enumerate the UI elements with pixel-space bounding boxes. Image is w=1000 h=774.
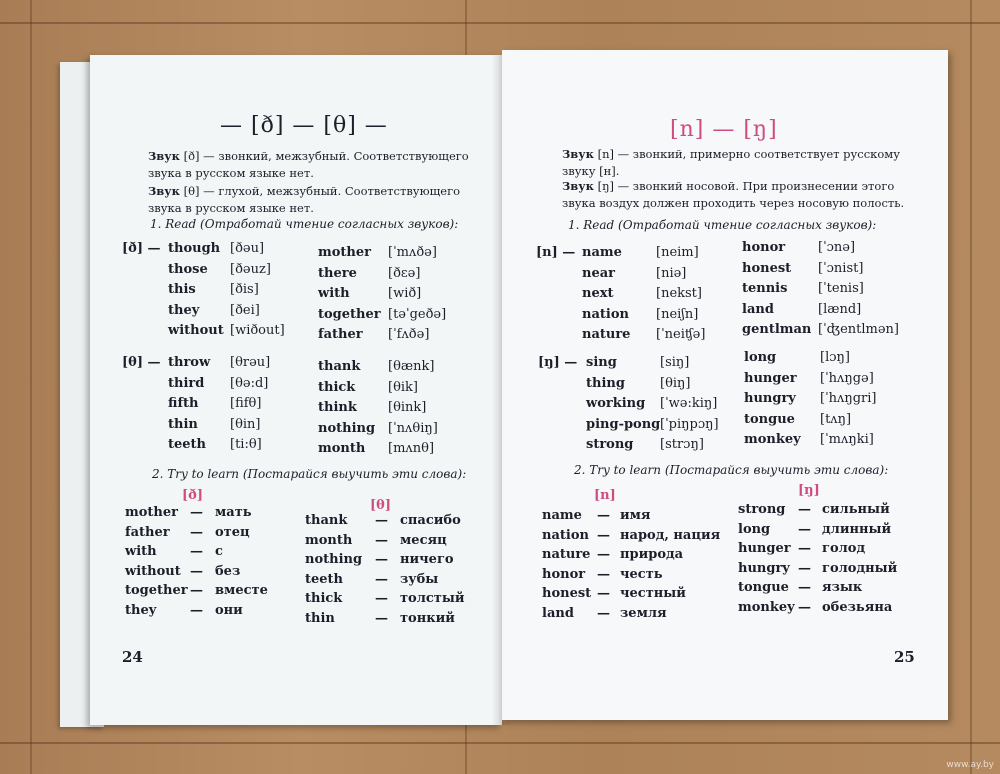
- english-word: though: [168, 241, 221, 256]
- vocab-header: [n]: [594, 488, 616, 503]
- english-word: sing: [586, 355, 617, 370]
- vocab-russian: зубы: [400, 571, 439, 587]
- transcription: [wið]: [388, 286, 422, 301]
- vocab-english: thick: [305, 591, 343, 606]
- vocab-english: teeth: [305, 571, 344, 587]
- transcription: [tʌŋ]: [820, 411, 852, 427]
- vocab-english: with: [125, 544, 157, 559]
- transcription: [wiðout]: [230, 323, 285, 338]
- vocab-english: name: [542, 508, 582, 523]
- transcription: [ˈmʌŋki]: [820, 432, 874, 447]
- vocab-english: strong: [738, 502, 786, 517]
- english-word: hunger: [744, 370, 797, 386]
- vocab-english: mother: [125, 505, 179, 520]
- english-word: near: [582, 265, 615, 281]
- vocab-english: hunger: [738, 541, 791, 556]
- english-word: thin: [168, 416, 198, 432]
- english-word: there: [318, 265, 357, 281]
- english-word: mother: [318, 245, 372, 260]
- exercise-title: 2. Try to learn (Постарайся выучить эти слова):: [574, 463, 889, 477]
- vocab-english: hungry: [738, 560, 790, 576]
- vocab-russian: длинный: [822, 521, 892, 537]
- dash-separator: —: [375, 610, 388, 626]
- page-heading: [n] — [ŋ]: [670, 117, 778, 142]
- wood-seam: [0, 22, 1000, 24]
- right-page: [502, 50, 948, 720]
- english-word: tongue: [744, 411, 795, 427]
- vocab-russian: спасибо: [400, 513, 461, 528]
- english-word: this: [168, 282, 196, 297]
- english-word: next: [582, 286, 614, 301]
- english-word: hungry: [744, 391, 796, 406]
- vocab-russian: ничего: [400, 552, 454, 567]
- transcription: [ðɛə]: [388, 265, 421, 281]
- vocab-russian: голод: [822, 541, 866, 556]
- english-word: throw: [168, 355, 211, 370]
- english-word: tennis: [742, 281, 788, 296]
- dash-separator: —: [190, 563, 203, 579]
- sound-label: [θ] —: [122, 355, 161, 370]
- transcription: [strɔŋ]: [660, 437, 704, 452]
- dash-separator: —: [798, 599, 811, 615]
- vocab-russian: с: [215, 544, 223, 559]
- english-word: ping-pong: [586, 416, 661, 432]
- transcription: [lɔŋ]: [820, 350, 850, 365]
- transcription: [ˈneiʧə]: [656, 327, 706, 342]
- transcription: [təˈgeðə]: [388, 306, 447, 322]
- transcription: [θə:d]: [230, 375, 269, 391]
- page-heading: — [ð] — [θ] —: [220, 113, 388, 138]
- vocab-russian: месяц: [400, 532, 447, 548]
- english-word: working: [586, 396, 646, 411]
- vocab-english: land: [542, 605, 574, 621]
- vocab-russian: народ, нация: [620, 527, 721, 543]
- exercise-title: 1. Read (Отработай чтение согласных звуков):: [568, 218, 877, 232]
- english-word: honor: [742, 240, 786, 255]
- english-word: strong: [586, 437, 634, 452]
- vocab-english: monkey: [738, 599, 795, 615]
- vocab-russian: имя: [620, 508, 651, 523]
- sound-label: [n] —: [536, 245, 576, 260]
- english-word: land: [742, 301, 774, 317]
- english-word: think: [318, 400, 357, 415]
- wood-seam: [0, 742, 1000, 744]
- english-word: nature: [582, 327, 631, 342]
- intro-paragraph: Звук [ð] — звонкий, межзубный. Соответствующего звука в русском языке нет.: [148, 149, 469, 180]
- transcription: [ˈɔnist]: [818, 260, 864, 276]
- dash-separator: —: [798, 502, 811, 517]
- vocab-header: [θ]: [370, 498, 391, 513]
- vocab-header: [ŋ]: [798, 483, 820, 498]
- transcription: [θin]: [230, 416, 261, 432]
- english-word: long: [744, 350, 777, 365]
- intro-paragraph: Звук [ŋ] — звонкий носовой. При произнесении этого звука воздух должен проходить через носовую полость.: [562, 179, 905, 210]
- dash-separator: —: [190, 583, 203, 598]
- dash-separator: —: [597, 566, 610, 582]
- dash-separator: —: [597, 527, 610, 543]
- sound-label: [ŋ] —: [538, 355, 578, 370]
- english-word: monkey: [744, 432, 801, 447]
- page-number: 25: [894, 648, 915, 666]
- vocab-english: long: [738, 521, 771, 537]
- vocab-russian: честный: [620, 586, 686, 601]
- vocab-english: they: [125, 602, 157, 618]
- transcription: [neim]: [656, 245, 699, 260]
- english-word: without: [168, 323, 224, 338]
- vocab-english: without: [125, 563, 181, 579]
- english-word: fifth: [168, 396, 199, 411]
- vocab-russian: мать: [215, 505, 252, 520]
- transcription: [fifθ]: [230, 396, 262, 411]
- vocab-russian: земля: [620, 605, 667, 621]
- vocab-english: together: [125, 583, 188, 598]
- transcription: [θink]: [388, 400, 427, 415]
- vocab-english: thank: [305, 513, 348, 528]
- vocab-russian: толстый: [400, 591, 465, 606]
- dash-separator: —: [798, 580, 811, 595]
- dash-separator: —: [190, 524, 203, 540]
- transcription: [ˈfʌðə]: [388, 327, 430, 342]
- english-word: teeth: [168, 437, 207, 452]
- wood-seam: [970, 0, 972, 774]
- page-number: 24: [122, 648, 143, 666]
- dash-separator: —: [798, 521, 811, 537]
- english-word: nation: [582, 306, 629, 322]
- english-word: together: [318, 306, 381, 322]
- english-word: honest: [742, 260, 792, 276]
- vocab-russian: сильный: [822, 502, 890, 517]
- transcription: [lænd]: [818, 301, 862, 317]
- dash-separator: —: [597, 547, 610, 562]
- transcription: [ti:θ]: [230, 437, 262, 452]
- transcription: [θik]: [388, 379, 419, 395]
- vocab-russian: без: [215, 563, 241, 579]
- vocab-english: honest: [542, 586, 592, 601]
- vocab-russian: природа: [620, 547, 684, 562]
- dash-separator: —: [375, 532, 388, 548]
- intro-paragraph: Звук [θ] — глухой, межзубный. Соответствующего звука в русском языке нет.: [148, 184, 461, 215]
- vocab-english: honor: [542, 566, 586, 582]
- dash-separator: —: [597, 605, 610, 621]
- english-word: those: [168, 261, 208, 277]
- vocab-english: father: [125, 524, 170, 540]
- transcription: [θænk]: [388, 359, 435, 374]
- dash-separator: —: [597, 508, 610, 523]
- exercise-title: 2. Try to learn (Постарайся выучить эти слова):: [152, 467, 467, 481]
- transcription: [ˈmʌðə]: [388, 245, 437, 260]
- left-page: [90, 55, 502, 725]
- vocab-russian: голодный: [822, 560, 898, 576]
- dash-separator: —: [597, 586, 610, 601]
- english-word: thank: [318, 359, 361, 374]
- english-word: name: [582, 245, 622, 260]
- wood-seam: [30, 0, 32, 774]
- vocab-russian: отец: [215, 524, 250, 540]
- transcription: [ðei]: [230, 302, 260, 318]
- intro-paragraph: Звук [n] — звонкий, примерно соответствует русскому звуку [н].: [562, 147, 901, 178]
- vocab-english: thin: [305, 610, 335, 626]
- english-word: gentlman: [742, 322, 812, 337]
- dash-separator: —: [375, 513, 388, 528]
- transcription: [ˈɔnə]: [818, 240, 856, 255]
- transcription: [ðəu]: [230, 241, 265, 256]
- watermark: www.ay.by: [946, 760, 994, 770]
- vocab-english: month: [305, 532, 353, 548]
- dash-separator: —: [375, 591, 388, 606]
- english-word: with: [318, 286, 350, 301]
- vocab-russian: тонкий: [400, 610, 455, 626]
- sound-label: [ð] —: [122, 241, 161, 256]
- dash-separator: —: [375, 552, 388, 567]
- vocab-russian: язык: [822, 580, 863, 595]
- vocab-russian: обезьяна: [822, 599, 893, 615]
- transcription: [niə]: [656, 265, 687, 281]
- transcription: [θrəu]: [230, 355, 271, 370]
- english-word: they: [168, 302, 200, 318]
- english-word: third: [168, 375, 205, 391]
- transcription: [siŋ]: [660, 355, 690, 370]
- dash-separator: —: [190, 505, 203, 520]
- vocab-english: nation: [542, 527, 589, 543]
- transcription: [ðəuz]: [230, 261, 271, 277]
- transcription: [ˈpiŋpɔŋ]: [660, 416, 719, 432]
- transcription: [nekst]: [656, 286, 702, 301]
- english-word: month: [318, 441, 366, 456]
- dash-separator: —: [798, 541, 811, 556]
- transcription: [mʌnθ]: [388, 441, 435, 456]
- transcription: [ðis]: [230, 282, 259, 297]
- vocab-russian: честь: [620, 566, 663, 582]
- transcription: [ˈhʌŋgri]: [820, 391, 877, 406]
- transcription: [ˈwə:kiŋ]: [660, 396, 718, 411]
- dash-separator: —: [798, 560, 811, 576]
- english-word: thick: [318, 379, 356, 395]
- vocab-russian: они: [215, 602, 243, 618]
- transcription: [θiŋ]: [660, 375, 691, 391]
- transcription: [neiʃn]: [656, 306, 699, 322]
- vocab-russian: вместе: [215, 583, 268, 598]
- vocab-english: nothing: [305, 552, 363, 567]
- english-word: thing: [586, 375, 625, 391]
- english-word: nothing: [318, 420, 376, 436]
- transcription: [ˈhʌŋgə]: [820, 370, 874, 386]
- vocab-english: nature: [542, 547, 591, 562]
- vocab-header: [ð]: [182, 488, 203, 503]
- exercise-title: 1. Read (Отработай чтение согласных звуков):: [150, 217, 459, 231]
- transcription: [ˈnʌθiŋ]: [388, 420, 438, 436]
- transcription: [ˈʤentlmən]: [818, 322, 899, 337]
- english-word: father: [318, 327, 363, 342]
- dash-separator: —: [190, 544, 203, 559]
- vocab-english: tongue: [738, 580, 789, 595]
- dash-separator: —: [375, 571, 388, 587]
- transcription: [ˈtenis]: [818, 281, 864, 296]
- dash-separator: —: [190, 602, 203, 618]
